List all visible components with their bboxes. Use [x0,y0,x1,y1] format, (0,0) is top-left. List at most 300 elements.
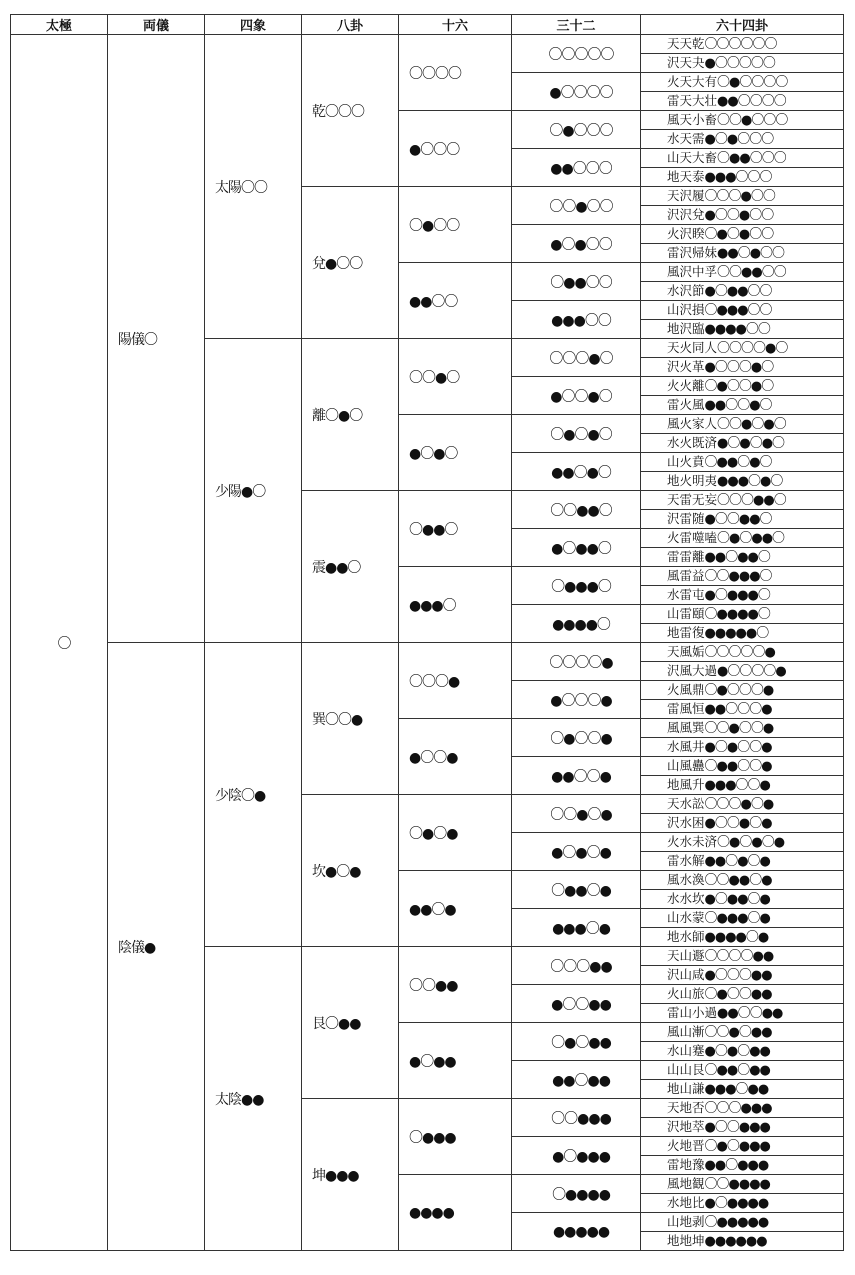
sanjuni-cell-label: 〇●〇●● [551,1034,611,1051]
hexagram-name: 天火同人 [667,339,718,355]
header-hexagrams: 六十四卦 [641,15,844,35]
hexagram-name: 雷地豫 [667,1156,705,1172]
juroku-cell [399,111,512,187]
hexagram-dots: 〇〇〇●〇〇 [704,188,775,204]
hexagram-dots: ●●〇●●● [704,1157,769,1173]
sanjuni-cell [512,263,641,301]
sanjuni-cell [512,947,641,985]
hakke-cell-label: 坎●〇● [312,863,361,880]
hexagram-name: 天雷无妄 [667,491,718,507]
hexagram-name: 天風姤 [667,643,705,659]
shishou-cell-label: 太陽〇〇 [215,179,267,196]
hexagram-cell [641,1023,844,1042]
hexagram-dots: 〇〇●●●〇 [704,568,772,584]
hexagram-name: 水雷屯 [667,586,705,602]
sanjuni-cell [512,1099,641,1137]
hexagram-cell [641,491,844,510]
hexagram-cell [641,301,844,320]
hexagram-dots: ●〇●〇〇● [704,739,772,755]
hexagram-dots: 〇〇〇●〇● [704,796,774,812]
hakke-cell-label: 艮〇●● [312,1015,361,1032]
hexagram-dots: ●●〇〇〇● [704,701,772,717]
sanjuni-cell [512,795,641,833]
hexagram-name: 火風鼎 [667,681,705,697]
juroku-cell [399,719,512,795]
hexagram-cell [641,624,844,643]
hexagram-name: 水沢節 [667,282,705,298]
hexagram-cell [641,1004,844,1023]
hexagram-name: 雷沢帰妹 [667,244,718,260]
sanjuni-cell [512,985,641,1023]
sanjuni-cell [512,681,641,719]
hexagram-name: 地風升 [667,776,705,792]
hexagram-cell [641,1175,844,1194]
hexagram-cell [641,472,844,491]
hexagram-name: 火山旅 [667,985,705,1001]
hexagram-dots: 〇〇〇〇〇〇 [704,36,777,52]
hakke-cell [302,947,399,1099]
hexagram-cell [641,130,844,149]
juroku-cell-label: ●〇〇● [409,749,458,766]
hexagram-name: 水風井 [667,738,705,754]
hakke-cell [302,1099,399,1251]
hexagram-dots: 〇〇●〇●● [704,1024,772,1040]
hexagram-dots: ●●●●〇〇 [704,321,770,337]
hexagram-name: 雷山小過 [667,1004,718,1020]
hakke-cell [302,491,399,643]
header-taikyoku: 太極 [11,15,108,35]
hexagram-dots: ●〇●〇〇〇 [704,131,774,147]
hexagram-dots: ●●●〇●〇 [717,473,783,489]
sanjuni-cell-label: 〇●〇〇〇 [549,122,613,139]
shishou-cell-label: 少陰〇● [215,787,266,804]
hexagram-name: 山火賁 [667,453,705,469]
juroku-cell [399,1175,512,1251]
sanjuni-cell-label: 〇〇〇●〇 [549,350,613,367]
hexagram-dots: 〇〇●●●● [704,1176,770,1192]
hexagram-cell [641,1061,844,1080]
juroku-cell [399,947,512,1023]
hexagram-name: 地火明夷 [667,472,718,488]
hexagram-name: 地水師 [667,928,705,944]
hexagram-dots: 〇●●●●● [704,1214,769,1230]
sanjuni-cell-label: 〇〇●●〇 [550,502,612,519]
hexagram-cell [641,149,844,168]
sanjuni-cell-label: ●●●〇● [552,920,610,937]
hexagram-cell [641,814,844,833]
hexagram-dots: ●〇●●●〇 [704,587,770,603]
hexagram-cell [641,320,844,339]
juroku-cell [399,795,512,871]
sanjuni-cell-label: 〇●〇●〇 [550,426,612,443]
sanjuni-cell [512,757,641,795]
table-body [11,35,844,1251]
sanjuni-cell [512,453,641,491]
hexagram-cell [641,833,844,852]
hexagram-cell [641,225,844,244]
hexagram-name: 雷水解 [667,852,705,868]
sanjuni-cell-label: ●●〇〇〇 [550,160,612,177]
sanjuni-cell [512,1137,641,1175]
sanjuni-cell-label: 〇●●●〇 [551,578,611,595]
juroku-cell-label: 〇〇〇● [409,673,460,690]
hexagram-cell [641,795,844,814]
juroku-cell [399,643,512,719]
sanjuni-cell [512,833,641,871]
sanjuni-cell [512,111,641,149]
hexagram-cell [641,244,844,263]
juroku-cell [399,1023,512,1099]
sanjuni-cell [512,643,641,681]
hakke-cell [302,643,399,795]
juroku-cell-label: 〇〇●〇 [409,369,460,386]
hexagram-dots: ●〇●●●● [704,1195,769,1211]
hakke-cell-label: 乾〇〇〇 [312,103,364,120]
ryougi-cell [108,643,205,1251]
hexagram-dots: ●〇〇〇〇● [717,663,786,679]
hexagram-cell [641,548,844,567]
hexagram-name: 地山謙 [667,1080,705,1096]
hexagram-dots: 〇〇〇〇●〇 [717,340,788,356]
juroku-cell-label: ●●●〇 [409,597,456,614]
sanjuni-cell-label: 〇●●〇● [551,882,611,899]
sanjuni-cell-label: 〇●〇〇● [550,730,612,747]
sanjuni-cell [512,1023,641,1061]
hexagram-cell [641,434,844,453]
hexagram-cell [641,871,844,890]
header-row [11,15,844,35]
taikyoku-cell-label: 〇 [57,635,71,652]
sanjuni-cell [512,871,641,909]
sanjuni-cell [512,225,641,263]
hexagram-name: 地沢臨 [667,320,705,336]
hexagram-cell [641,890,844,909]
sanjuni-cell [512,491,641,529]
sanjuni-cell [512,1175,641,1213]
shishou-cell [205,643,302,947]
sanjuni-cell-label: 〇〇●〇〇 [549,198,613,215]
sanjuni-cell-label: ●〇●〇〇 [550,236,612,253]
hexagram-dots: 〇●〇〇〇● [704,682,774,698]
hexagram-cell [641,681,844,700]
sanjuni-cell-label: ●●●●〇 [552,616,610,633]
hexagram-dots: ●〇●〇●〇 [717,435,785,451]
sanjuni-cell-label: ●〇●●〇 [551,540,611,557]
juroku-cell-label: ●〇〇〇 [409,141,460,158]
header-shishou: 四象 [205,15,302,35]
hexagram-name: 地雷復 [667,624,705,640]
hexagram-derivation-table [10,14,844,1251]
hexagram-dots: 〇●●〇●● [704,1062,770,1078]
hexagram-dots: ●●●●●● [704,1233,767,1249]
juroku-cell [399,35,512,111]
hexagram-cell [641,529,844,548]
hexagram-cell [641,1118,844,1137]
sanjuni-cell [512,1213,641,1251]
hakke-cell-label: 巽〇〇● [312,711,363,728]
hexagram-name: 水火既済 [667,434,718,450]
hexagram-dots: ●〇●〇●● [704,1043,770,1059]
sanjuni-cell [512,73,641,111]
hexagram-dots: ●●●〇●● [704,1081,769,1097]
hexagram-cell [641,1099,844,1118]
juroku-cell [399,415,512,491]
header-sanjuni: 三十二 [512,15,641,35]
sanjuni-cell-label: ●〇●〇● [551,844,611,861]
hexagram-cell [641,1156,844,1175]
hexagram-cell [641,985,844,1004]
hexagram-name: 水水坎 [667,890,705,906]
sanjuni-cell-label: ●〇〇●● [551,996,611,1013]
hexagram-name: 雷風恒 [667,700,705,716]
header-hakke: 八卦 [302,15,399,35]
sanjuni-cell [512,529,641,567]
hexagram-cell [641,453,844,472]
sanjuni-cell [512,415,641,453]
hexagram-dots: 〇〇〇●●〇 [717,492,786,508]
hexagram-name: 地地坤 [667,1232,705,1248]
juroku-cell-label: 〇〇●● [409,977,458,994]
hexagram-name: 風火家人 [667,415,718,431]
hexagram-dots: ●〇●●〇● [704,891,770,907]
juroku-cell-label: 〇●〇● [409,825,458,842]
sanjuni-cell-label: 〇〇●●● [551,1110,611,1127]
hexagram-dots: ●●●〇〇● [704,777,770,793]
hexagram-name: 沢雷随 [667,510,705,526]
sanjuni-cell-label: ●●〇●〇 [551,464,611,481]
hexagram-dots: ●●〇●●〇 [704,549,770,565]
hexagram-dots: 〇〇●●〇● [704,872,772,888]
hexagram-name: 雷天大壮 [667,92,718,108]
shishou-cell-label: 少陽●〇 [215,483,266,500]
hexagram-cell [641,776,844,795]
sanjuni-cell [512,719,641,757]
hexagram-cell [641,643,844,662]
header-juroku: 十六 [399,15,512,35]
juroku-cell-label: ●〇●〇 [409,445,458,462]
sanjuni-cell-label: ●●〇〇● [551,768,611,785]
hexagram-cell [641,1042,844,1061]
juroku-cell [399,1099,512,1175]
hexagram-cell [641,396,844,415]
hakke-cell [302,795,399,947]
hexagram-dots: ●〇〇●●〇 [704,511,772,527]
hexagram-dots: ●〇〇●〇〇 [704,207,774,223]
sanjuni-cell-label: 〇●●●● [552,1186,610,1203]
hexagram-name: 風地観 [667,1175,705,1191]
hexagram-name: 沢水困 [667,814,705,830]
juroku-cell [399,339,512,415]
sanjuni-cell [512,909,641,947]
juroku-cell [399,871,512,947]
hexagram-dots: 〇〇〇〇●● [704,948,774,964]
sanjuni-cell-label: ●●●〇〇 [551,312,611,329]
sanjuni-cell [512,35,641,73]
hexagram-cell [641,168,844,187]
hexagram-dots: 〇〇〇〇〇● [704,644,775,660]
table-row [11,35,844,54]
sanjuni-cell-label: 〇〇〇〇● [549,654,613,671]
hexagram-name: 火天大有 [667,73,718,89]
hexagram-cell [641,358,844,377]
hexagram-cell [641,282,844,301]
hexagram-dots: ●〇〇〇●〇 [704,359,774,375]
shishou-cell [205,35,302,339]
sanjuni-cell-label: 〇〇〇●● [550,958,612,975]
hakke-cell-label: 坤●●● [312,1167,359,1184]
sanjuni-cell-label: ●〇〇〇〇 [549,84,613,101]
hexagram-dots: 〇●〇●〇〇 [704,226,774,242]
hexagram-name: 火地晋 [667,1137,705,1153]
hexagram-cell [641,377,844,396]
shishou-cell-label: 太陰●● [215,1091,264,1108]
hexagram-name: 水山蹇 [667,1042,705,1058]
sanjuni-cell-label: 〇〇●〇● [550,806,612,823]
hexagram-name: 沢風大過 [667,662,718,678]
hexagram-name: 風風巽 [667,719,705,735]
hexagram-dots: ●●〇〇●● [717,1005,783,1021]
hexagram-name: 雷火風 [667,396,705,412]
juroku-cell [399,491,512,567]
hexagram-name: 火雷噬嗑 [667,529,718,545]
sanjuni-cell-label: ●●●●● [552,1223,610,1240]
hexagram-name: 沢天夬 [667,54,705,70]
hexagram-name: 風天小畜 [667,111,718,127]
hexagram-dots: 〇〇●●〇〇 [717,264,786,280]
hexagram-dots: ●●〇●〇〇 [717,245,785,261]
hexagram-cell [641,909,844,928]
hexagram-name: 地天泰 [667,168,705,184]
hexagram-dots: 〇●●●〇〇 [704,302,772,318]
juroku-cell-label: 〇〇〇〇 [409,65,461,82]
juroku-cell [399,263,512,339]
table-row [11,643,844,662]
hexagram-name: 山沢損 [667,301,705,317]
hakke-cell-label: 兌●〇〇 [312,255,363,272]
juroku-cell-label: ●●●● [409,1204,454,1221]
hexagram-dots: 〇●〇●〇● [717,834,785,850]
sanjuni-cell [512,377,641,415]
hexagram-dots: 〇●〇〇●〇 [704,378,774,394]
hexagram-cell [641,662,844,681]
hexagram-cell [641,206,844,225]
hexagram-cell [641,757,844,776]
hexagram-cell [641,1137,844,1156]
hexagram-name: 山水蒙 [667,909,705,925]
hexagram-name: 風沢中孚 [667,263,718,279]
ryougi-cell [108,35,205,643]
hakke-cell-label: 震●●〇 [312,559,361,576]
hexagram-name: 天沢履 [667,187,705,203]
hexagram-cell [641,54,844,73]
juroku-cell-label: ●●〇● [409,901,456,918]
hakke-cell-label: 離〇●〇 [312,407,363,424]
sanjuni-cell-label: ●〇〇〇● [550,692,612,709]
hexagram-name: 沢山咸 [667,966,705,982]
hexagram-dots: 〇●●●〇● [704,910,770,926]
sanjuni-cell [512,605,641,643]
hexagram-dots: 〇●●〇〇● [704,758,772,774]
hexagram-cell [641,1232,844,1251]
juroku-cell-label: ●●〇〇 [409,293,458,310]
hexagram-dots: 〇〇〇●●● [704,1100,772,1116]
hexagram-dots: ●●●●〇● [704,929,769,945]
hexagram-cell [641,1194,844,1213]
hexagram-cell [641,947,844,966]
hexagram-dots: ●●〇〇●〇 [704,397,772,413]
hexagram-name: 風水渙 [667,871,705,887]
sanjuni-cell-label: ●●〇●● [552,1072,610,1089]
hexagram-cell [641,73,844,92]
hexagram-dots: 〇〇●〇〇● [704,720,774,736]
taikyoku-cell [11,35,108,1251]
hexagram-name: 沢沢兌 [667,206,705,222]
sanjuni-cell [512,567,641,605]
hexagram-dots: ●●●〇〇〇 [704,169,772,185]
hexagram-cell [641,1213,844,1232]
hexagram-cell [641,567,844,586]
hexagram-cell [641,35,844,54]
juroku-cell-label: 〇●●● [409,1129,456,1146]
hexagram-name: 天水訟 [667,795,705,811]
hexagram-dots: ●●〇●〇● [704,853,770,869]
hexagram-dots: 〇●●〇〇〇 [717,150,786,166]
juroku-cell-label: 〇●●〇 [409,521,458,538]
hexagram-name: 山地剥 [667,1213,705,1229]
hexagram-name: 火水未済 [667,833,718,849]
hexagram-dots: ●〇●●〇〇 [704,283,772,299]
hexagram-cell [641,966,844,985]
hexagram-name: 山山艮 [667,1061,705,1077]
ryougi-cell-label: 陰儀● [118,939,156,956]
juroku-cell-label: 〇●〇〇 [409,217,460,234]
hexagram-name: 山風蠱 [667,757,705,773]
hexagram-cell [641,111,844,130]
sanjuni-cell [512,301,641,339]
juroku-cell [399,187,512,263]
hexagram-name: 山雷頤 [667,605,705,621]
ryougi-cell-label: 陽儀〇 [118,331,157,348]
hakke-cell [302,35,399,187]
sanjuni-cell-label: ●〇〇●〇 [550,388,612,405]
shishou-cell [205,339,302,643]
hexagram-cell [641,263,844,282]
hexagram-dots: 〇●〇●●● [704,1138,770,1154]
hexagram-cell [641,510,844,529]
hexagram-cell [641,700,844,719]
hexagram-dots: 〇●〇〇●● [704,986,772,1002]
shishou-cell [205,947,302,1251]
hexagram-dots: ●〇〇〇●● [704,967,772,983]
hexagram-dots: ●●●●●〇 [704,625,769,641]
hexagram-cell [641,586,844,605]
hexagram-name: 天山遯 [667,947,705,963]
hakke-cell [302,339,399,491]
hexagram-dots: 〇〇●〇●〇 [717,416,786,432]
hexagram-cell [641,339,844,358]
hexagram-cell [641,738,844,757]
hexagram-name: 沢火革 [667,358,705,374]
hexagram-dots: ●〇〇●〇● [704,815,772,831]
juroku-cell-label: ●〇●● [409,1053,456,1070]
hexagram-dots: 〇●〇〇〇〇 [717,74,788,90]
hexagram-name: 水地比 [667,1194,705,1210]
sanjuni-cell-label: 〇〇〇〇〇 [548,46,614,63]
hexagram-dots: 〇〇●〇〇〇 [717,112,788,128]
hexagram-dots: 〇●●〇●〇 [704,454,772,470]
hexagram-name: 天天乾 [667,35,705,51]
header-ryougi: 両儀 [108,15,205,35]
